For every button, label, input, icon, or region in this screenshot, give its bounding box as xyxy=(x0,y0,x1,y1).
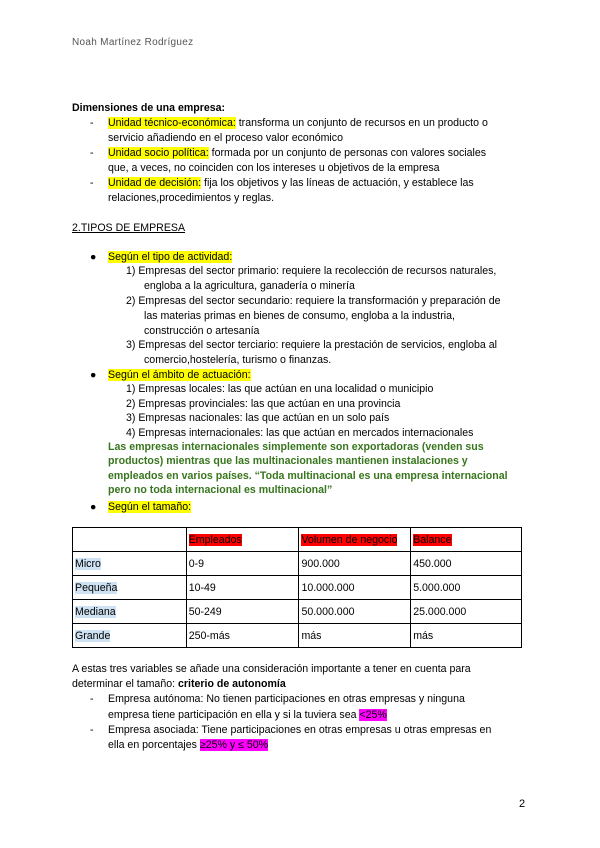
dash-bullet: - xyxy=(90,177,94,189)
subsection-title-scope: Según el ámbito de actuación: xyxy=(108,369,251,381)
dimension-text: servicio añadiendo en el proceso valor económico xyxy=(108,132,343,144)
table-header-cell: Empleados xyxy=(188,533,242,546)
list-item: 4) Empresas internacionales: las que actúan en mercados internacionales xyxy=(126,427,474,439)
table-header-row xyxy=(73,528,522,552)
section-title-types: 2.TIPOS DE EMPRESA xyxy=(72,222,186,234)
table-row xyxy=(73,600,522,624)
table-cell: 0-9 xyxy=(186,552,299,576)
dimension-text: formada por un conjunto de personas con valores sociales xyxy=(208,147,487,159)
row-label: Micro xyxy=(75,557,101,570)
row-label: Mediana xyxy=(75,605,116,618)
table-cell: 50.000.000 xyxy=(299,600,411,624)
subsection-title-activity: Según el tipo de actividad: xyxy=(108,251,233,263)
list-item: 2) Empresas provinciales: las que actúan en una provincia xyxy=(126,398,401,410)
associated-threshold: ≥25% y ≤ 50% xyxy=(199,739,269,751)
list-item-continuation: comercio,hostelería, turismo o finanzas. xyxy=(144,354,332,366)
table-cell: 250-más xyxy=(186,624,299,648)
autonomous-threshold: <25% xyxy=(359,709,387,721)
list-item: 1) Empresas del sector primario: requiere la recolección de recursos naturales, xyxy=(126,265,497,277)
bullet-dot-icon: ● xyxy=(90,369,97,381)
list-item: 2) Empresas del sector secundario: requiere la transformación y preparación de xyxy=(126,295,501,307)
list-item-continuation: engloba a la agricultura, ganadería o minería xyxy=(144,280,355,292)
autonomous-text: empresa tiene participación en ella y si la tuviera sea xyxy=(108,709,360,721)
dash-bullet: - xyxy=(90,117,94,129)
dimension-text: relaciones,procedimientos y reglas. xyxy=(108,192,275,204)
table-cell: más xyxy=(299,624,411,648)
list-item-continuation: las materias primas en bienes de consumo, engloba a la industria, xyxy=(144,310,455,322)
dash-bullet: - xyxy=(90,724,94,736)
page-header-author: Noah Martínez Rodríguez xyxy=(72,37,194,48)
row-label: Grande xyxy=(75,629,111,642)
table-cell: 900.000 xyxy=(299,552,411,576)
dimension-label: Unidad de decisión: xyxy=(108,177,202,189)
note-line: pero no toda internacional es multinacional” xyxy=(108,484,333,496)
table-header-cell: Balance xyxy=(413,533,452,546)
table-cell: 5.000.000 xyxy=(411,576,522,600)
table-cell: 10-49 xyxy=(186,576,299,600)
note-line: empleados en varios países. “Toda multinacional es una empresa internacional xyxy=(108,470,508,482)
table-row xyxy=(73,576,522,600)
note-line: Las empresas internacionales simplemente son exportadoras (venden sus xyxy=(108,441,484,453)
associated-text: ella en porcentajes xyxy=(108,739,200,751)
section-title-dimensions: Dimensiones de una empresa: xyxy=(72,102,226,114)
criteria-intro: determinar el tamaño: xyxy=(72,678,178,690)
table-header-cell xyxy=(73,528,187,552)
criteria-intro: A estas tres variables se añade una consideración importante a tener en cuenta para xyxy=(72,663,471,675)
list-item-continuation: construcción o artesanía xyxy=(144,325,260,337)
table-cell: más xyxy=(411,624,522,648)
dash-bullet: - xyxy=(90,693,94,705)
table-cell: 450.000 xyxy=(411,552,522,576)
dimension-label: Unidad socio política: xyxy=(108,147,209,159)
table-header-cell: Volumen de negocio xyxy=(301,533,398,546)
bullet-dot-icon: ● xyxy=(90,251,97,263)
size-table xyxy=(72,527,522,648)
list-item: 3) Empresas nacionales: las que actúan en un solo país xyxy=(126,412,390,424)
dimension-text: transforma un conjunto de recursos en un producto o xyxy=(235,117,488,129)
subsection-title-size: Según el tamaño: xyxy=(108,501,192,513)
bullet-dot-icon: ● xyxy=(90,501,97,513)
table-row xyxy=(73,624,522,648)
dimension-text: que, a veces, no coinciden con los intereses u objetivos de la empresa xyxy=(108,162,440,174)
table-cell: 25.000.000 xyxy=(411,600,522,624)
row-label: Pequeña xyxy=(75,581,118,594)
dash-bullet: - xyxy=(90,147,94,159)
list-item: 1) Empresas locales: las que actúan en una localidad o municipio xyxy=(126,383,434,395)
associated-text: Empresa asociada: Tiene participaciones en otras empresas u otras empresas en xyxy=(108,724,492,736)
table-cell: 50-249 xyxy=(186,600,299,624)
table-row xyxy=(73,552,522,576)
dimension-label: Unidad técnico-económica: xyxy=(108,117,236,129)
page-number: 2 xyxy=(519,798,526,810)
dimension-text: fija los objetivos y las líneas de actuación, y establece las xyxy=(201,177,474,189)
table-cell: 10.000.000 xyxy=(299,576,411,600)
note-line: productos) mientras que las multinacionales mantienen instalaciones y xyxy=(108,455,468,467)
criteria-term: criterio de autonomía xyxy=(178,678,286,690)
autonomous-text: Empresa autónoma: No tienen participaciones en otras empresas y ninguna xyxy=(108,693,465,705)
list-item: 3) Empresas del sector terciario: requiere la prestación de servicios, engloba al xyxy=(126,339,497,351)
